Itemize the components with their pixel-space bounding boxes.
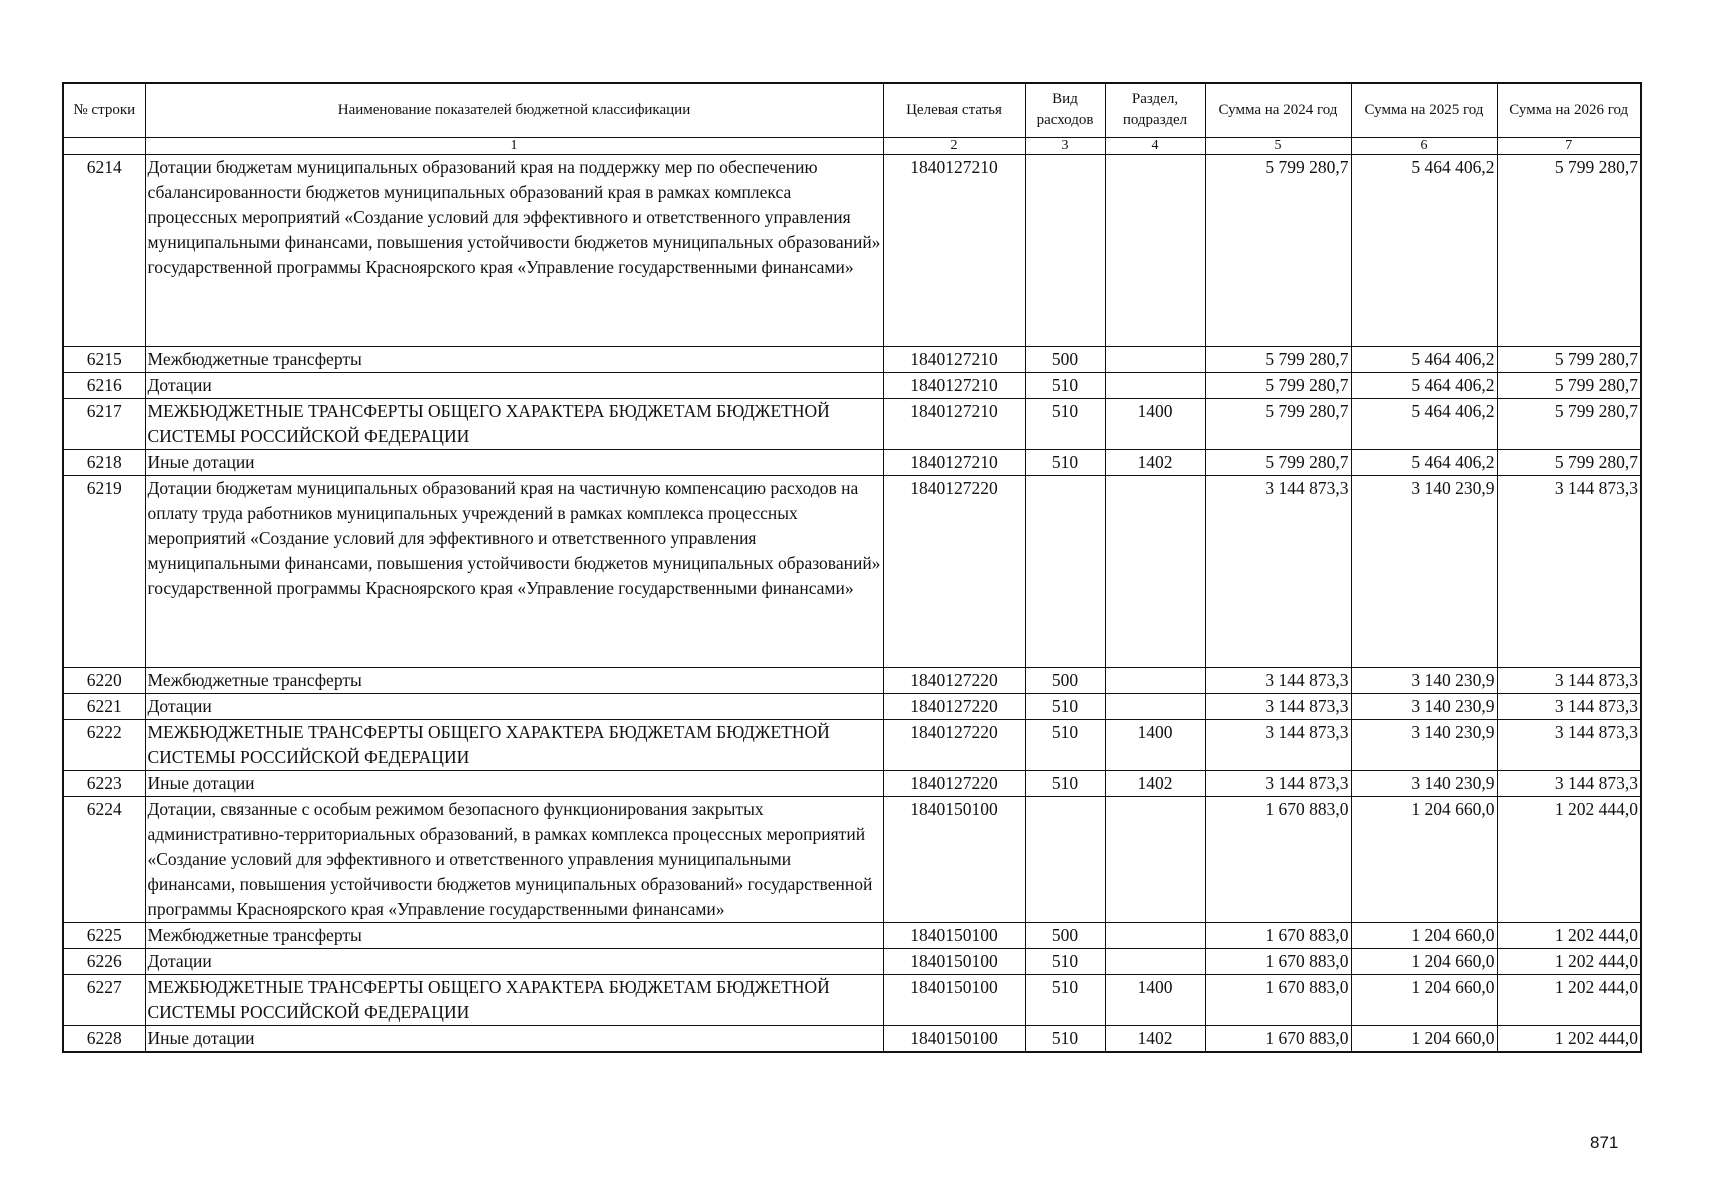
- table-row: [63, 449, 1641, 475]
- row-expense-type: 510: [1025, 974, 1105, 1025]
- row-number: 6226: [63, 948, 145, 974]
- row-name: Дотации: [145, 948, 883, 974]
- row-section: [1105, 346, 1205, 372]
- row-sum-2024: 3 144 873,3: [1205, 693, 1351, 719]
- row-sum-2024: 5 799 280,7: [1205, 398, 1351, 449]
- row-expense-type: 510: [1025, 719, 1105, 770]
- row-sum-2024: 3 144 873,3: [1205, 667, 1351, 693]
- row-sum-2024: 5 799 280,7: [1205, 372, 1351, 398]
- column-number-row: [63, 137, 1641, 154]
- row-sum-2025: 1 204 660,0: [1351, 1025, 1497, 1052]
- row-name: Дотации: [145, 372, 883, 398]
- table-row: [63, 154, 1641, 346]
- column-number: [63, 137, 145, 154]
- row-expense-type: [1025, 154, 1105, 346]
- table-row: [63, 922, 1641, 948]
- header-target: Целевая статья: [883, 83, 1025, 137]
- page-number: 871: [1590, 1133, 1619, 1152]
- row-sum-2025: 3 140 230,9: [1351, 770, 1497, 796]
- header-sum-2024: Сумма на 2024 год: [1205, 83, 1351, 137]
- row-sum-2025: 3 140 230,9: [1351, 667, 1497, 693]
- table-row: [63, 796, 1641, 922]
- row-section: [1105, 796, 1205, 922]
- row-expense-type: 510: [1025, 770, 1105, 796]
- row-expense-type: 510: [1025, 449, 1105, 475]
- table-row: [63, 974, 1641, 1025]
- row-name: Иные дотации: [145, 1025, 883, 1052]
- row-target-article: 1840150100: [883, 948, 1025, 974]
- row-name: Дотации бюджетам муниципальных образований края на поддержку мер по обеспечению сбалансированности бюджетов муниципальных образований края в рамках комплекса процессных мероприятий «Создание условий для эффективного и ответственного управления муниципальными финансами, повышения устойчивости бюджетов муниципальных образований» государственной программы Красноярского края «Управление государственными финансами»: [145, 154, 883, 346]
- row-target-article: 1840127220: [883, 475, 1025, 667]
- row-number: 6222: [63, 719, 145, 770]
- row-sum-2024: 1 670 883,0: [1205, 974, 1351, 1025]
- row-target-article: 1840127220: [883, 770, 1025, 796]
- row-sum-2025: 1 204 660,0: [1351, 948, 1497, 974]
- row-target-article: 1840127210: [883, 398, 1025, 449]
- header-section: Раздел, подраздел: [1105, 83, 1205, 137]
- row-sum-2024: 5 799 280,7: [1205, 449, 1351, 475]
- row-number: 6221: [63, 693, 145, 719]
- row-sum-2024: 3 144 873,3: [1205, 475, 1351, 667]
- row-expense-type: 510: [1025, 372, 1105, 398]
- row-number: 6214: [63, 154, 145, 346]
- row-number: 6224: [63, 796, 145, 922]
- row-name: Межбюджетные трансферты: [145, 922, 883, 948]
- row-sum-2026: 1 202 444,0: [1497, 974, 1641, 1025]
- row-number: 6219: [63, 475, 145, 667]
- row-expense-type: 510: [1025, 398, 1105, 449]
- row-name: Дотации бюджетам муниципальных образований края на частичную компенсацию расходов на оплату труда работников муниципальных учреждений в рамках комплекса процессных мероприятий «Создание условий для эффективного и ответственного управления муниципальными финансами, повышения устойчивости бюджетов муниципальных образований» государственной программы Красноярского края «Управление государственными финансами»: [145, 475, 883, 667]
- row-number: 6223: [63, 770, 145, 796]
- row-section: [1105, 693, 1205, 719]
- column-number: 2: [883, 137, 1025, 154]
- table-row: [63, 372, 1641, 398]
- row-name: Иные дотации: [145, 770, 883, 796]
- row-sum-2026: 3 144 873,3: [1497, 719, 1641, 770]
- row-sum-2026: 5 799 280,7: [1497, 449, 1641, 475]
- row-sum-2025: 3 140 230,9: [1351, 475, 1497, 667]
- row-name: МЕЖБЮДЖЕТНЫЕ ТРАНСФЕРТЫ ОБЩЕГО ХАРАКТЕРА БЮДЖЕТАМ БЮДЖЕТНОЙ СИСТЕМЫ РОССИЙСКОЙ ФЕДЕРАЦИИ: [145, 398, 883, 449]
- row-expense-type: [1025, 796, 1105, 922]
- row-target-article: 1840150100: [883, 1025, 1025, 1052]
- row-sum-2025: 3 140 230,9: [1351, 693, 1497, 719]
- budget-table: [62, 82, 1642, 1053]
- column-number: 5: [1205, 137, 1351, 154]
- header-sum-2025: Сумма на 2025 год: [1351, 83, 1497, 137]
- row-sum-2024: 1 670 883,0: [1205, 796, 1351, 922]
- table-row: [63, 770, 1641, 796]
- column-number: 1: [145, 137, 883, 154]
- row-expense-type: 510: [1025, 948, 1105, 974]
- row-section: [1105, 667, 1205, 693]
- table-body: [63, 154, 1641, 1052]
- row-target-article: 1840127210: [883, 449, 1025, 475]
- row-target-article: 1840127210: [883, 372, 1025, 398]
- row-sum-2026: 5 799 280,7: [1497, 372, 1641, 398]
- row-section: [1105, 372, 1205, 398]
- row-name: Межбюджетные трансферты: [145, 667, 883, 693]
- row-sum-2026: 3 144 873,3: [1497, 475, 1641, 667]
- row-sum-2025: 1 204 660,0: [1351, 974, 1497, 1025]
- column-number: 4: [1105, 137, 1205, 154]
- row-target-article: 1840150100: [883, 796, 1025, 922]
- row-section: [1105, 948, 1205, 974]
- row-sum-2025: 5 464 406,2: [1351, 449, 1497, 475]
- header-expense-type: Вид расходов: [1025, 83, 1105, 137]
- row-name: Дотации, связанные с особым режимом безопасного функционирования закрытых административно-территориальных образований, в рамках комплекса процессных мероприятий «Создание условий для эффективного и ответственного управления муниципальными финансами, повышения устойчивости бюджетов муниципальных образований» государственной программы Красноярского края «Управление государственными финансами»: [145, 796, 883, 922]
- row-number: 6217: [63, 398, 145, 449]
- column-number: 7: [1497, 137, 1641, 154]
- row-expense-type: [1025, 475, 1105, 667]
- row-section: 1402: [1105, 770, 1205, 796]
- row-section: 1400: [1105, 974, 1205, 1025]
- row-sum-2026: 5 799 280,7: [1497, 346, 1641, 372]
- row-sum-2024: 3 144 873,3: [1205, 719, 1351, 770]
- row-sum-2025: 1 204 660,0: [1351, 922, 1497, 948]
- row-target-article: 1840150100: [883, 974, 1025, 1025]
- row-sum-2024: 1 670 883,0: [1205, 948, 1351, 974]
- table-row: [63, 398, 1641, 449]
- row-expense-type: 510: [1025, 693, 1105, 719]
- row-sum-2024: 5 799 280,7: [1205, 154, 1351, 346]
- row-section: 1400: [1105, 719, 1205, 770]
- table-row: [63, 475, 1641, 667]
- row-sum-2025: 3 140 230,9: [1351, 719, 1497, 770]
- row-section: 1402: [1105, 1025, 1205, 1052]
- row-expense-type: 500: [1025, 922, 1105, 948]
- row-number: 6220: [63, 667, 145, 693]
- row-section: [1105, 475, 1205, 667]
- row-number: 6215: [63, 346, 145, 372]
- table-row: [63, 719, 1641, 770]
- row-target-article: 1840127220: [883, 693, 1025, 719]
- row-target-article: 1840127210: [883, 154, 1025, 346]
- row-sum-2025: 5 464 406,2: [1351, 346, 1497, 372]
- header-name: Наименование показателей бюджетной классификации: [145, 83, 883, 137]
- row-sum-2026: 3 144 873,3: [1497, 770, 1641, 796]
- row-sum-2025: 5 464 406,2: [1351, 372, 1497, 398]
- row-number: 6225: [63, 922, 145, 948]
- row-number: 6227: [63, 974, 145, 1025]
- column-number: 3: [1025, 137, 1105, 154]
- row-section: [1105, 154, 1205, 346]
- header-row-no: № строки: [63, 83, 145, 137]
- row-target-article: 1840127210: [883, 346, 1025, 372]
- table-row: [63, 667, 1641, 693]
- row-section: 1402: [1105, 449, 1205, 475]
- row-sum-2024: 1 670 883,0: [1205, 1025, 1351, 1052]
- table-row: [63, 693, 1641, 719]
- row-target-article: 1840127220: [883, 719, 1025, 770]
- row-sum-2026: 1 202 444,0: [1497, 922, 1641, 948]
- row-number: 6228: [63, 1025, 145, 1052]
- row-number: 6218: [63, 449, 145, 475]
- row-name: МЕЖБЮДЖЕТНЫЕ ТРАНСФЕРТЫ ОБЩЕГО ХАРАКТЕРА БЮДЖЕТАМ БЮДЖЕТНОЙ СИСТЕМЫ РОССИЙСКОЙ ФЕДЕРАЦИИ: [145, 974, 883, 1025]
- row-sum-2026: 3 144 873,3: [1497, 667, 1641, 693]
- row-expense-type: 510: [1025, 1025, 1105, 1052]
- row-name: Межбюджетные трансферты: [145, 346, 883, 372]
- row-sum-2026: 1 202 444,0: [1497, 1025, 1641, 1052]
- row-name: Иные дотации: [145, 449, 883, 475]
- row-sum-2025: 5 464 406,2: [1351, 154, 1497, 346]
- row-target-article: 1840127220: [883, 667, 1025, 693]
- row-expense-type: 500: [1025, 346, 1105, 372]
- row-expense-type: 500: [1025, 667, 1105, 693]
- row-sum-2026: 3 144 873,3: [1497, 693, 1641, 719]
- row-sum-2024: 1 670 883,0: [1205, 922, 1351, 948]
- row-sum-2026: 5 799 280,7: [1497, 154, 1641, 346]
- row-number: 6216: [63, 372, 145, 398]
- row-sum-2025: 1 204 660,0: [1351, 796, 1497, 922]
- row-section: 1400: [1105, 398, 1205, 449]
- table-row: [63, 948, 1641, 974]
- row-sum-2026: 1 202 444,0: [1497, 796, 1641, 922]
- table-row: [63, 1025, 1641, 1052]
- row-sum-2025: 5 464 406,2: [1351, 398, 1497, 449]
- row-section: [1105, 922, 1205, 948]
- column-number: 6: [1351, 137, 1497, 154]
- row-name: Дотации: [145, 693, 883, 719]
- row-target-article: 1840150100: [883, 922, 1025, 948]
- row-sum-2024: 3 144 873,3: [1205, 770, 1351, 796]
- row-sum-2024: 5 799 280,7: [1205, 346, 1351, 372]
- row-sum-2026: 1 202 444,0: [1497, 948, 1641, 974]
- row-sum-2026: 5 799 280,7: [1497, 398, 1641, 449]
- table-header-row: [63, 83, 1641, 137]
- table-row: [63, 346, 1641, 372]
- row-name: МЕЖБЮДЖЕТНЫЕ ТРАНСФЕРТЫ ОБЩЕГО ХАРАКТЕРА БЮДЖЕТАМ БЮДЖЕТНОЙ СИСТЕМЫ РОССИЙСКОЙ ФЕДЕРАЦИИ: [145, 719, 883, 770]
- header-sum-2026: Сумма на 2026 год: [1497, 83, 1641, 137]
